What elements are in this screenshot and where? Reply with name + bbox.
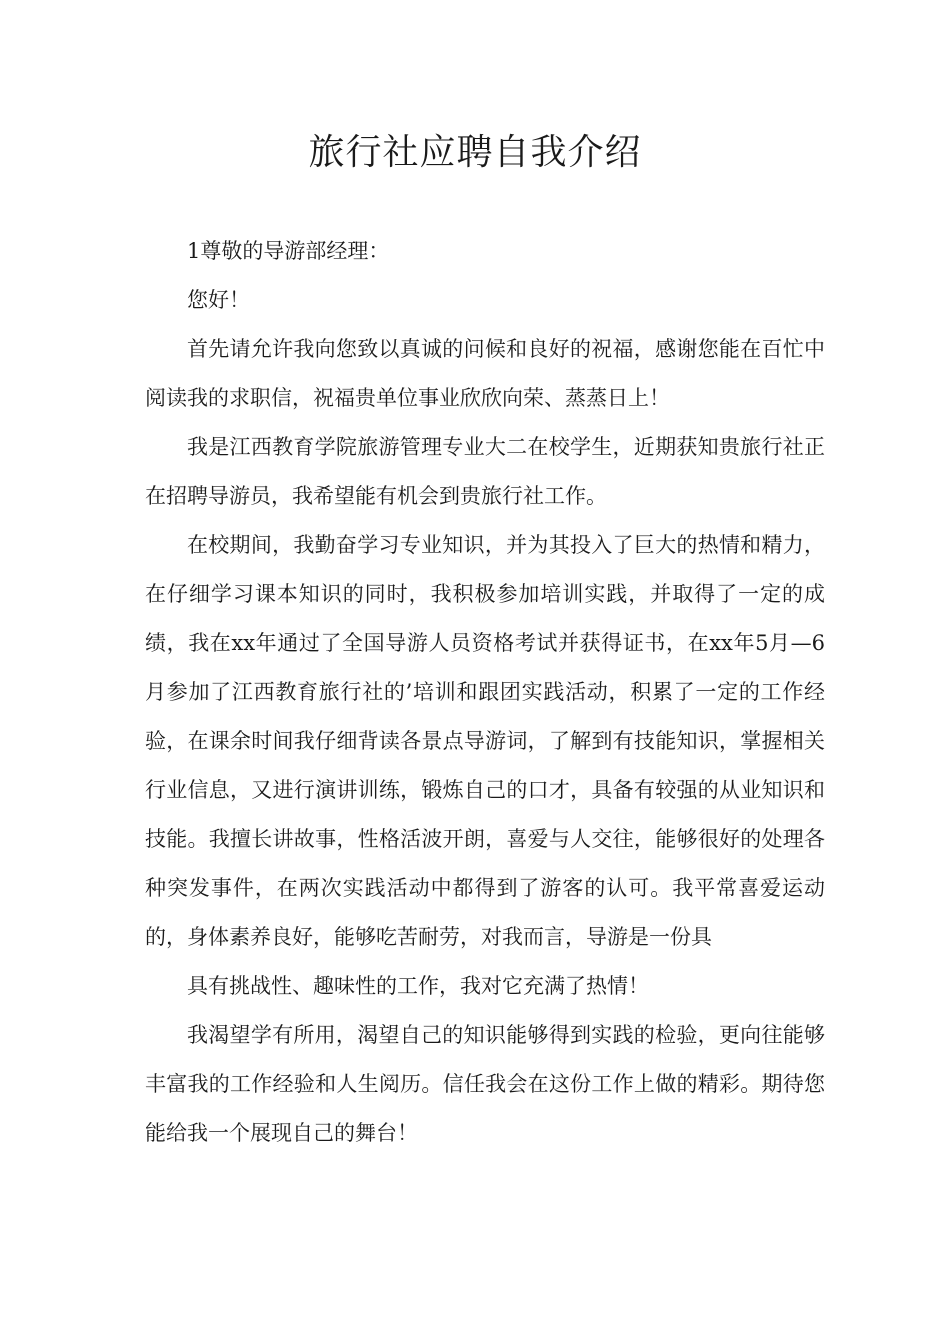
greeting: 您好！ [187,288,250,312]
paragraph-opening: 首先请允许我向您致以真诚的问候和良好的祝福，感谢您能在百忙中阅读我的求职信，祝福贵单位事业欣欣向荣、蒸蒸日上！ [145,337,825,410]
paragraph-enthusiasm: 具有挑战性、趣味性的工作，我对它充满了热情！ [187,974,649,998]
paragraph-experience: 在校期间，我勤奋学习专业知识，并为其投入了巨大的热情和精力，在仔细学习课本知识的同时，我积极参加培训实践，并取得了一定的成绩，我在xx年通过了全国导游人员资格考试并获得证书，在xx年5月—6月参加了江西教育旅行社的’培训和跟团实践活动，积累了一定的工作经验，在课余时间我仔细背读各景点导游词，了解到有技能知识，掌握相关行业信息，又进行演讲训练，锻炼自己的口才，具备有较强的从业知识和技能。我擅长讲故事，性格活波开朗，喜爱与人交往，能够很好的处理各种突发事件，在两次实践活动中都得到了游客的认可。我平常喜爱运动的，身体素养良好，能够吃苦耐劳，对我而言，导游是一份具 [145,533,825,949]
document-title: 旅行社应聘自我介绍 [308,132,642,173]
document-body [145,227,825,1158]
paragraph-closing: 我渴望学有所用，渴望自己的知识能够得到实践的检验，更向往能够丰富我的工作经验和人生阅历。信任我会在这份工作上做的精彩。期待您能给我一个展现自己的舞台！ [145,1023,825,1145]
salutation: 1尊敬的导游部经理： [187,239,390,263]
paragraph-introduction: 我是江西教育学院旅游管理专业大二在校学生，近期获知贵旅行社正在招聘导游员，我希望能有机会到贵旅行社工作。 [145,435,825,508]
